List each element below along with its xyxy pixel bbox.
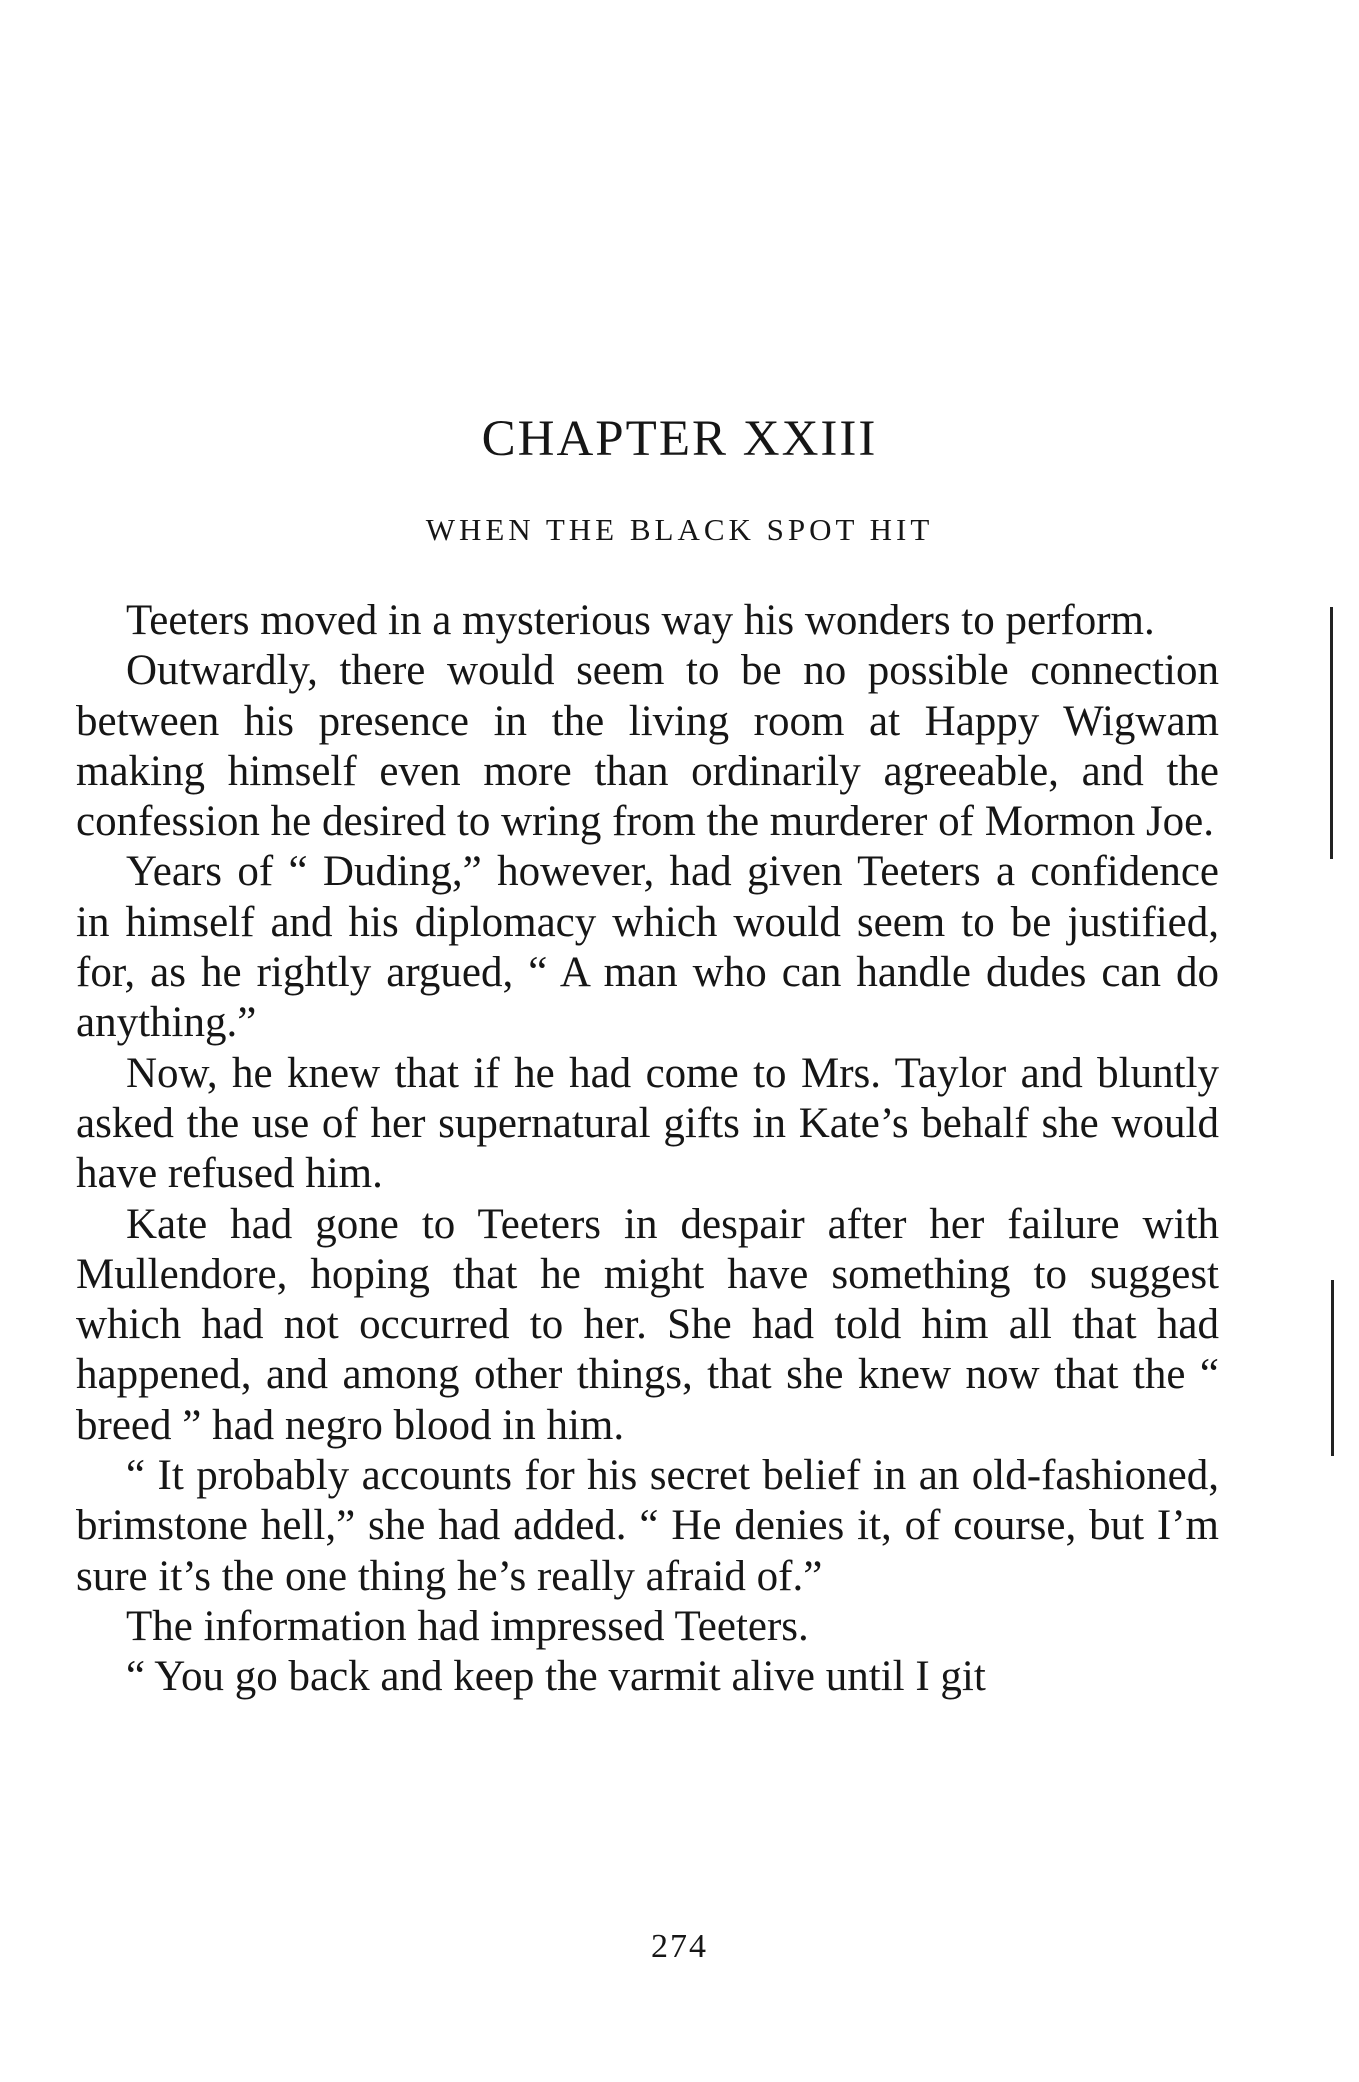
paragraph: “ You go back and keep the varmit alive until I git [126, 1653, 986, 1701]
page-number: 274 [651, 1928, 708, 1965]
chapter-body [76, 596, 1219, 1703]
paragraph: “ It probably accounts for his secret belief in an old-fashioned, brimstone hell,” she had added. “ He denies it, of course, but I’m sure it’s the one thing he’s really afraid of.” [76, 1452, 1219, 1600]
chapter-subtitle: WHEN THE BLACK SPOT HIT [425, 512, 934, 547]
paragraph: Teeters moved in a mysterious way his wonders to perform. [126, 597, 1155, 644]
scan-edge-mark [1331, 1280, 1334, 1456]
paragraph: Outwardly, there would seem to be no possible connection between his presence in the living room at Happy Wigwam making himself even more than ordinarily agreeable, and the confession he desired to wring from the murderer of Mormon Joe. [76, 647, 1219, 846]
paragraph: Years of “ Duding,” however, had given Teeters a confidence in himself and his diplomacy which would seem to be justified, for, as he rightly argued, “ A man who can handle dudes can do anything.” [76, 848, 1219, 1047]
paragraph: The information had impressed Teeters. [126, 1602, 809, 1650]
paragraph: Now, he knew that if he had come to Mrs. Taylor and bluntly asked the use of her supernatural gifts in Kate’s behalf she would have refused him. [76, 1049, 1219, 1198]
scan-edge-mark [1330, 607, 1333, 859]
chapter-title: CHAPTER XXIII [481, 411, 878, 467]
paragraph: Kate had gone to Teeters in despair after her failure with Mullendore, hoping that he might have something to suggest which had not occurred to her. She had told him all that had happened, and among other things, that she knew now that the “ breed ” had negro blood in him. [76, 1200, 1219, 1449]
